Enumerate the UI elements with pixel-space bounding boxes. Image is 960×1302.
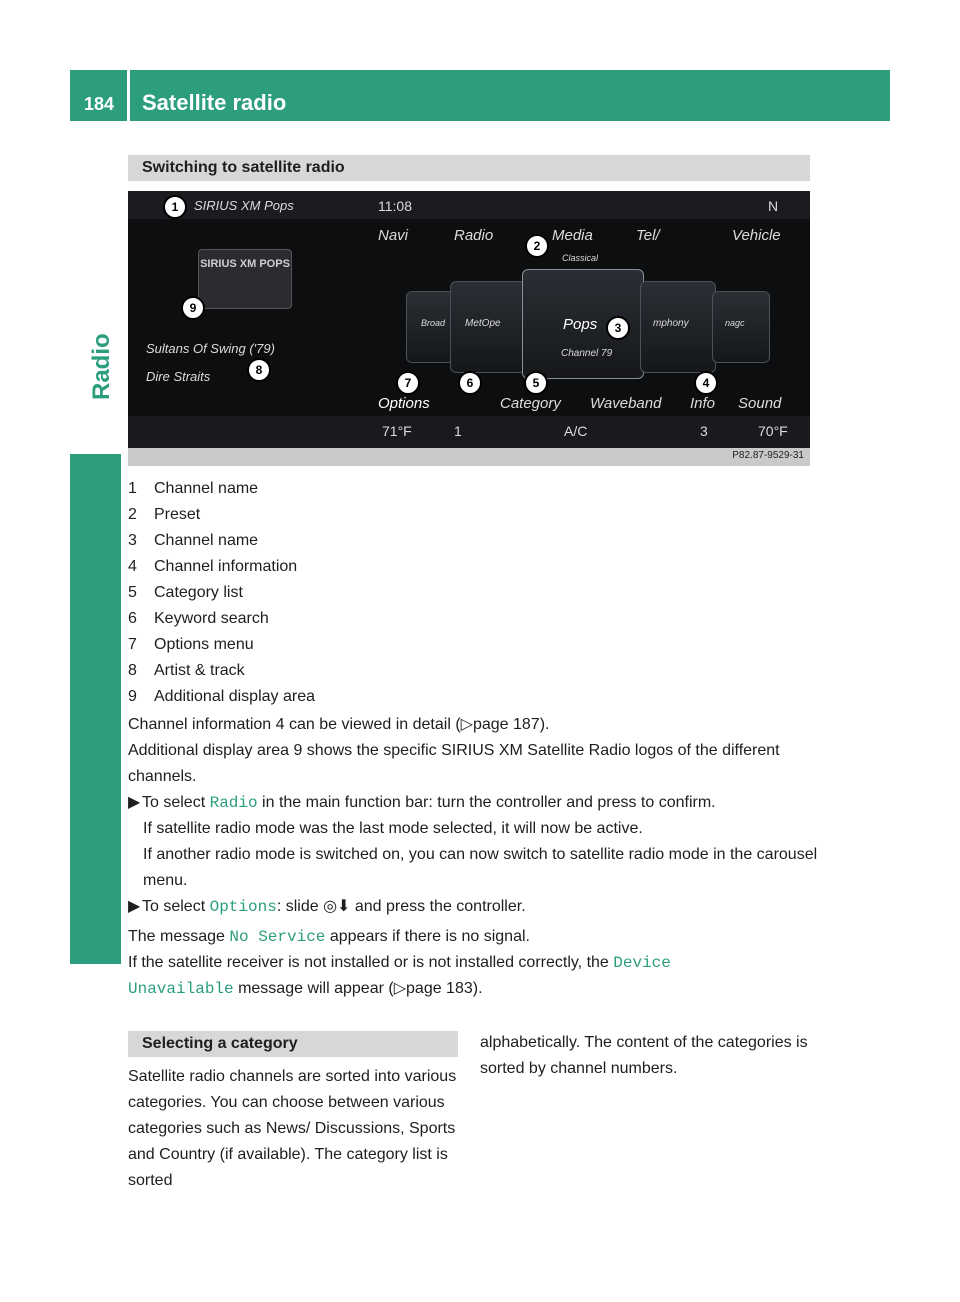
- page-ref-arrow-icon: ▷: [393, 980, 407, 997]
- side-tab: [70, 454, 121, 964]
- carousel-card-selected[interactable]: Pops Channel 79: [522, 269, 644, 379]
- legend-item: 8 Artist & track: [128, 662, 245, 679]
- carousel-card[interactable]: mphony: [640, 281, 716, 373]
- compass: N: [768, 198, 779, 214]
- menu-waveband[interactable]: Waveband: [590, 395, 662, 412]
- legend-item: 7 Options menu: [128, 636, 254, 653]
- paragraph-no-service: The message No Service appears if there is no signal.: [128, 928, 530, 946]
- menu-media[interactable]: Media: [552, 227, 593, 244]
- step-select-options: ▶ To select Options: slide ◎⬇ and press the controller.: [128, 894, 818, 920]
- paragraph-category-left: Satellite radio channels are sorted into various categories. You can choose between various categories such as News/ Discussions, Sports and Country (if available). The category list is sorted: [128, 1068, 457, 1189]
- paragraph-category-right: alphabetically. The content of the categories is sorted by channel numbers.: [480, 1034, 808, 1077]
- section-heading: Switching to satellite radio: [128, 155, 810, 181]
- menu-sound[interactable]: Sound: [738, 395, 782, 412]
- artist-name: Dire Straits: [146, 369, 211, 384]
- paragraph-channel-info: Channel information 4 can be viewed in detail (▷page 187).: [128, 716, 550, 733]
- legend-item: 9 Additional display area: [128, 688, 315, 705]
- legend-item: 3 Channel name: [128, 532, 259, 549]
- callout-1: 1: [163, 195, 187, 219]
- carousel-card[interactable]: Broad: [406, 291, 464, 363]
- menu-options[interactable]: Options: [378, 395, 430, 412]
- page-title: Satellite radio: [142, 90, 287, 115]
- legend-item: 4 Channel information: [128, 558, 298, 575]
- menu-info[interactable]: Info: [690, 395, 716, 412]
- header-divider: [127, 70, 130, 121]
- callout-3: 3: [606, 316, 630, 340]
- menu-category[interactable]: Category: [500, 395, 561, 412]
- callout-9: 9: [181, 296, 205, 320]
- callout-6: 6: [458, 371, 482, 395]
- callout-8: 8: [247, 358, 271, 382]
- carousel-top-label: Classical: [562, 253, 599, 263]
- controller-icon: ◎⬇: [323, 898, 351, 915]
- step-arrow-icon: ▶: [128, 898, 141, 915]
- climate-bar: 71°F 1 A/C 3 70°F: [128, 416, 810, 448]
- legend-list: [128, 476, 315, 710]
- menu-tel[interactable]: Tel/: [636, 227, 660, 244]
- callout-7: 7: [396, 371, 420, 395]
- callout-5: 5: [524, 371, 548, 395]
- step-arrow-icon: ▶: [128, 794, 141, 811]
- page-number: 184: [84, 94, 115, 114]
- figure-reference: P82.87-9529-31: [732, 450, 804, 461]
- menu-vehicle[interactable]: Vehicle: [732, 227, 781, 244]
- callout-2: 2: [525, 234, 549, 258]
- side-label: Radio: [88, 333, 115, 400]
- figure-caption-strip: [128, 448, 810, 466]
- carousel-card[interactable]: nagc: [712, 291, 770, 363]
- section-heading-category: Selecting a category: [128, 1031, 458, 1057]
- carousel-card[interactable]: MetOpe: [450, 281, 526, 373]
- legend-item: 5 Category list: [128, 584, 243, 601]
- main-function-bar: [128, 221, 810, 249]
- paragraph-display-area: Additional display area 9 shows the specific SIRIUS XM Satellite Radio logos of the different channels.: [128, 742, 780, 785]
- track-title: Sultans Of Swing ('79): [146, 341, 275, 356]
- step-select-radio: ▶ To select Radio in the main function bar: turn the controller and press to confirm. If satellite radio mode was the last mode selected, it will now be active. If another radio mode is switched on, you can now switch to satellite radio mode in the carousel menu.: [128, 790, 818, 894]
- callout-4: 4: [694, 371, 718, 395]
- menu-navi[interactable]: Navi: [378, 227, 409, 244]
- radio-display-figure: [128, 191, 810, 466]
- paragraph-device-unavailable: If the satellite receiver is not installed or is not installed correctly, the Device Unavailable message will appear (▷page 183).: [128, 954, 671, 998]
- clock: 11:08: [378, 198, 412, 214]
- legend-item: 2 Preset: [128, 506, 201, 523]
- page-ref-arrow-icon: ▷: [460, 716, 473, 733]
- legend-item: 1 Channel name: [128, 480, 259, 497]
- legend-item: 6 Keyword search: [128, 610, 269, 627]
- menu-radio[interactable]: Radio: [454, 227, 494, 244]
- station-logo: SIRIUS XM POPS: [198, 249, 292, 309]
- channel-name-top: SIRIUS XM Pops: [194, 198, 294, 213]
